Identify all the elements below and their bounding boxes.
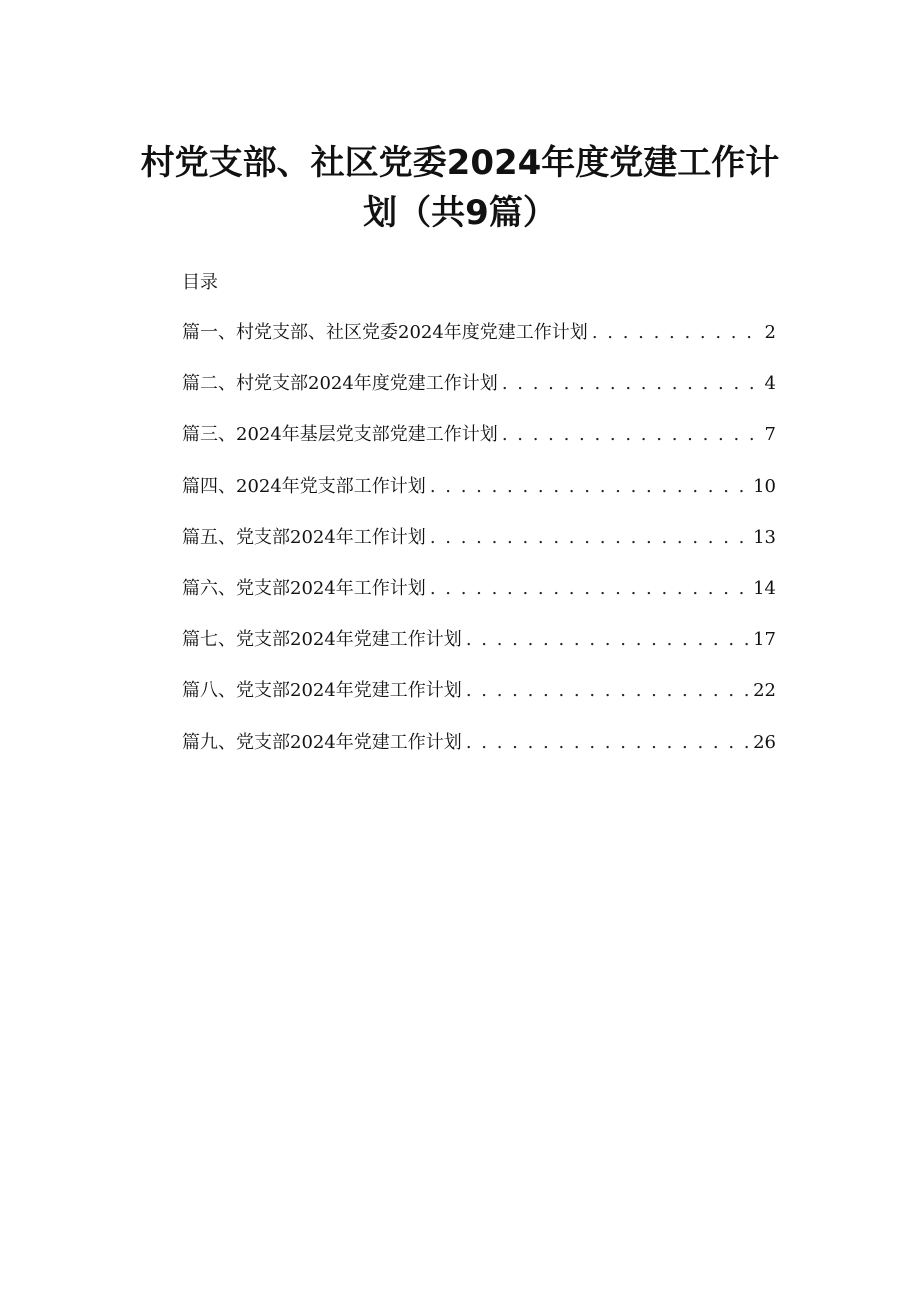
toc-heading: 目录 <box>182 272 218 293</box>
toc-item-8[interactable] <box>182 676 776 727</box>
toc-item-page: 14 <box>753 577 776 599</box>
toc-item-label: 篇八、党支部2024年党建工作计划 <box>182 680 462 702</box>
toc-item-9[interactable] <box>182 728 776 779</box>
document-title <box>120 138 800 238</box>
toc-leader-dots <box>592 322 761 343</box>
toc-item-page: 2 <box>764 322 776 343</box>
title-line-2: 划（共9篇） <box>363 193 557 233</box>
toc-item-label: 篇二、村党支部2024年度党建工作计划 <box>182 373 498 395</box>
toc-item-5[interactable] <box>182 523 776 574</box>
toc-item-4[interactable] <box>182 472 776 523</box>
title-line-1: 村党支部、社区党委2024年度党建工作计 <box>140 143 780 183</box>
toc-leader-dots <box>466 732 749 753</box>
toc-leader-dots <box>502 424 761 445</box>
toc-item-page: 10 <box>753 475 776 497</box>
toc-item-label: 篇一、村党支部、社区党委2024年度党建工作计划 <box>182 322 588 343</box>
toc-item-page: 7 <box>764 424 776 446</box>
toc-item-page: 17 <box>753 629 776 651</box>
toc-item-6[interactable] <box>182 574 776 625</box>
toc-leader-dots <box>430 476 749 497</box>
toc-leader-dots <box>430 578 749 599</box>
toc-leader-dots <box>502 373 761 394</box>
toc-item-label: 篇九、党支部2024年党建工作计划 <box>182 731 462 753</box>
toc-item-page: 26 <box>753 731 776 753</box>
toc-item-page: 13 <box>753 526 776 548</box>
toc-item-page: 4 <box>764 373 776 395</box>
toc-leader-dots <box>466 629 749 650</box>
toc-item-7[interactable] <box>182 625 776 676</box>
toc-item-label: 篇三、2024年基层党支部党建工作计划 <box>182 424 498 446</box>
toc-item-label: 篇七、党支部2024年党建工作计划 <box>182 629 462 651</box>
table-of-contents <box>182 318 776 779</box>
toc-item-label: 篇六、党支部2024年工作计划 <box>182 577 426 599</box>
toc-leader-dots <box>430 527 749 548</box>
toc-item-3[interactable] <box>182 420 776 471</box>
toc-item-label: 篇五、党支部2024年工作计划 <box>182 526 426 548</box>
toc-item-label: 篇四、2024年党支部工作计划 <box>182 475 426 497</box>
toc-item-1[interactable] <box>182 318 776 369</box>
toc-leader-dots <box>466 680 749 701</box>
toc-item-2[interactable] <box>182 369 776 420</box>
toc-item-page: 22 <box>753 680 776 702</box>
